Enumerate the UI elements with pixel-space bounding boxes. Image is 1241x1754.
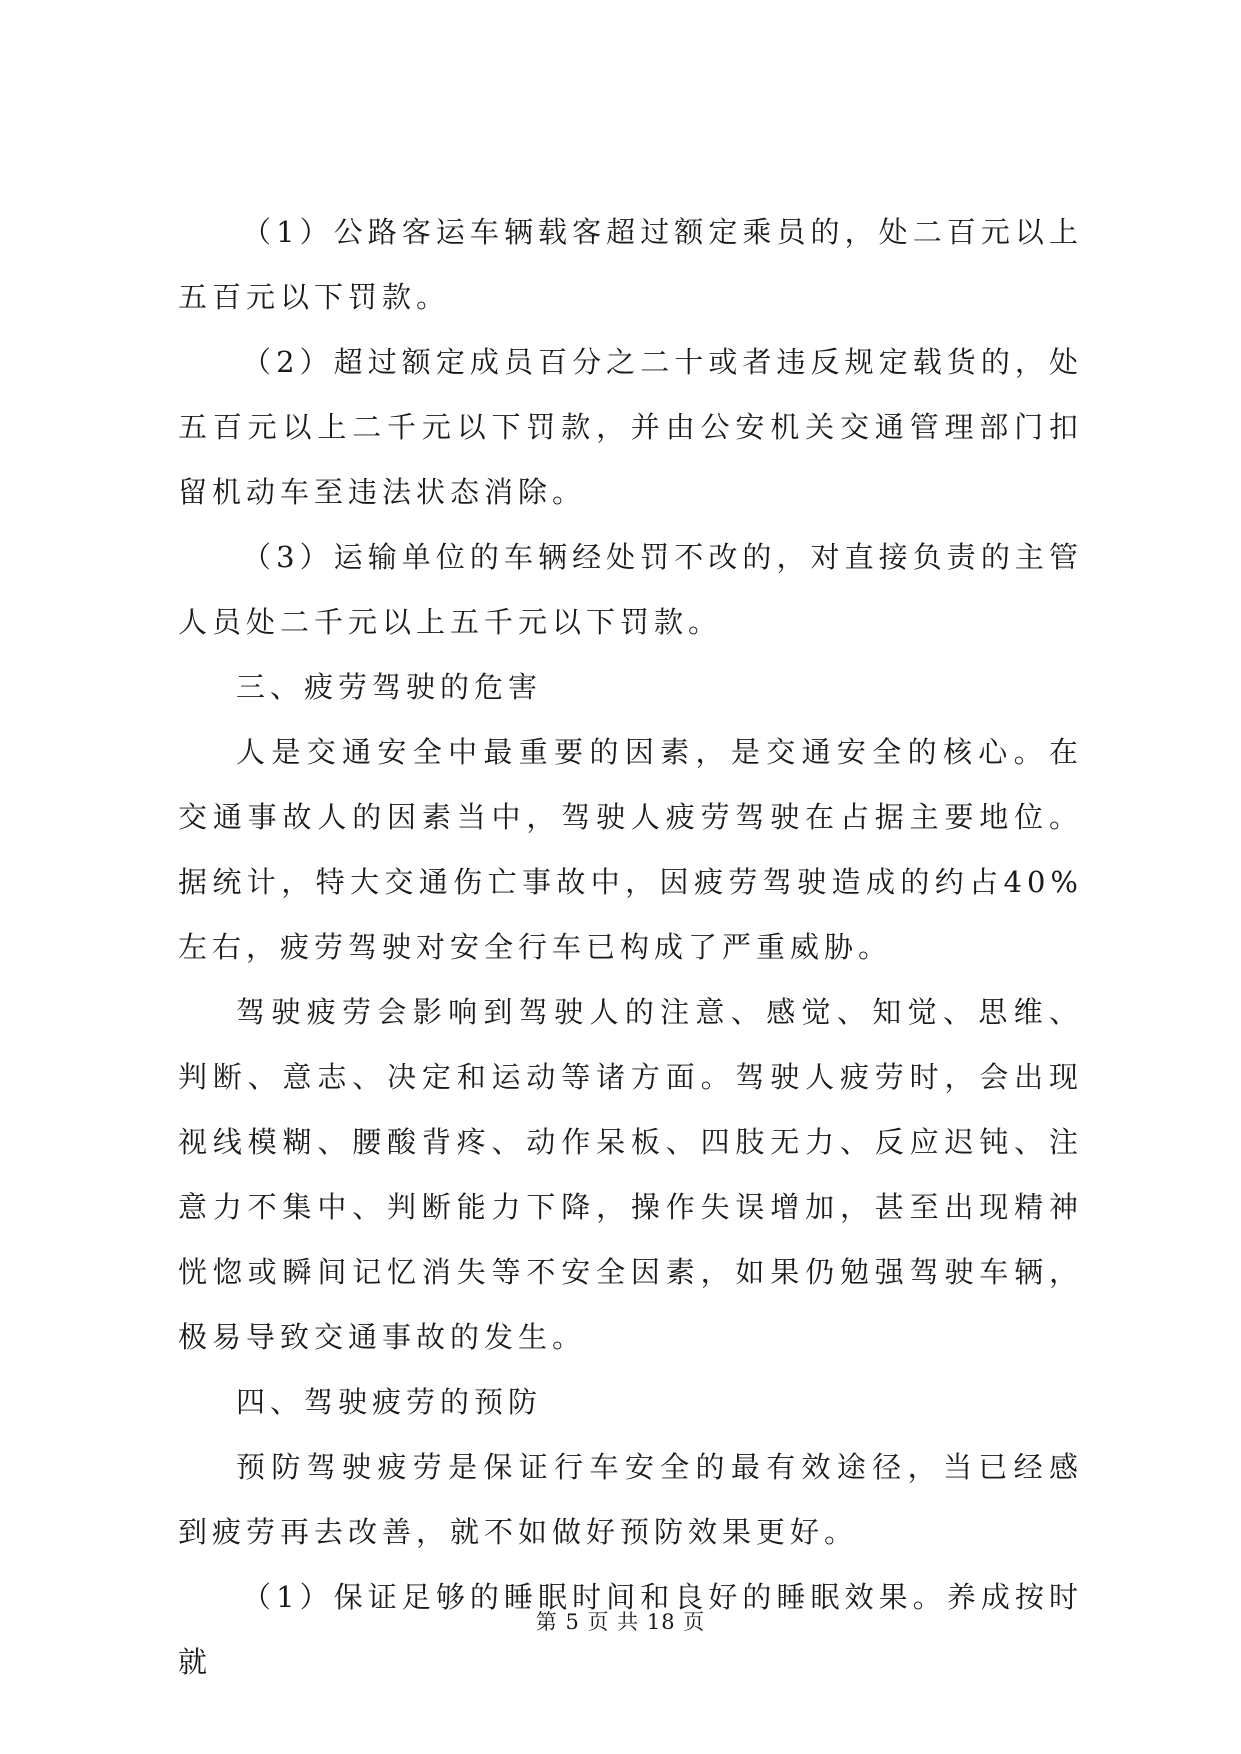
- paragraph-prevention-intro: 预防驾驶疲劳是保证行车安全的最有效途径，当已经感到疲劳再去改善，就不如做好预防效果更好。: [178, 1450, 1083, 1549]
- paragraph-fatigue-effects: 驾驶疲劳会影响到驾驶人的注意、感觉、知觉、思维、判断、意志、决定和运动等诸方面。驾驶人疲劳时，会出现视线模糊、腰酸背疼、动作呆板、四肢无力、反应迟钝、注意力不集中、判断能力下降，操作失误增加，甚至出现精神恍惚或瞬间记忆消失等不安全因素，如果仍勉强驾驶车辆，极易导致交通事故的发生。: [178, 995, 1083, 1354]
- section-heading-fatigue-prevention: 四、驾驶疲劳的预防: [236, 1385, 543, 1419]
- paragraph-penalty-1: （1）公路客运车辆载客超过额定乘员的，处二百元以上五百元以下罚款。: [178, 215, 1083, 314]
- paragraph-prevention-1: （1）保证足够的睡眠时间和良好的睡眠效果。养成按时就: [178, 1580, 1083, 1679]
- document-body: [178, 200, 1083, 1695]
- paragraph-human-factor: 人是交通安全中最重要的因素，是交通安全的核心。在交通事故人的因素当中，驾驶人疲劳驾驶在占据主要地位。据统计，特大交通伤亡事故中，因疲劳驾驶造成的约占40%左右，疲劳驾驶对安全行车已构成了严重威胁。: [178, 735, 1083, 964]
- paragraph-penalty-2: （2）超过额定成员百分之二十或者违反规定载货的，处五百元以上二千元以下罚款，并由公安机关交通管理部门扣留机动车至违法状态消除。: [178, 345, 1083, 509]
- section-heading-fatigue-hazards: 三、疲劳驾驶的危害: [236, 670, 543, 704]
- page-number-footer: 第 5 页 共 18 页: [535, 1610, 706, 1634]
- paragraph-penalty-3: （3）运输单位的车辆经处罚不改的，对直接负责的主管人员处二千元以上五千元以下罚款。: [178, 540, 1083, 639]
